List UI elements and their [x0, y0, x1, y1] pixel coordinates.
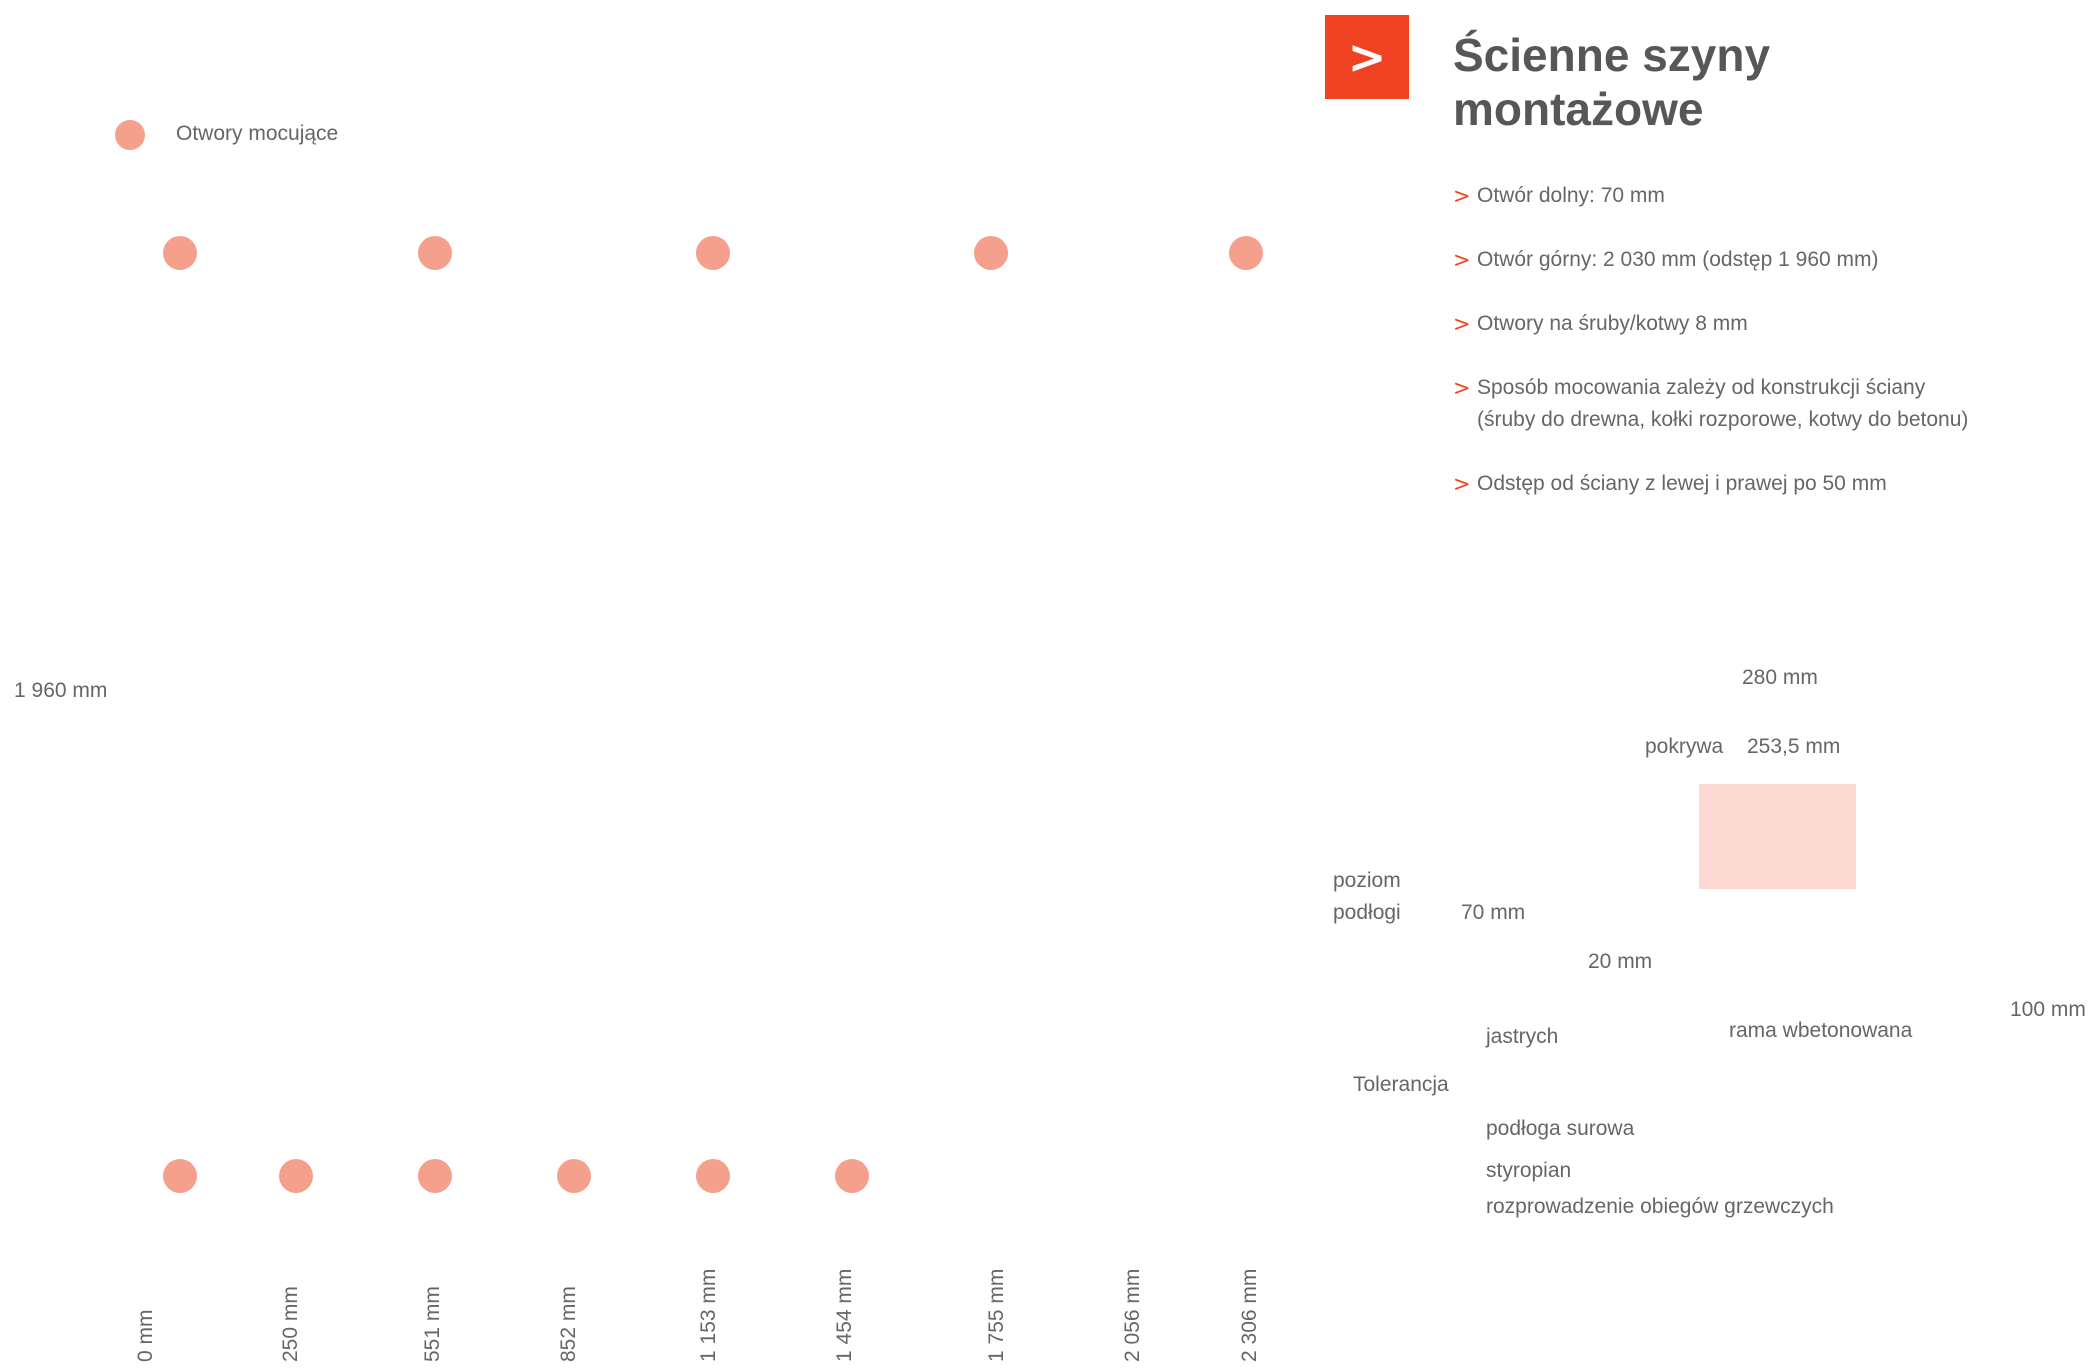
chevron-right-icon: >	[1453, 184, 1471, 208]
subfloor-label: podłoga surowa	[1486, 1117, 1635, 1140]
x-axis-label: 852 mm	[557, 1286, 580, 1362]
x-axis-label: 0 mm	[134, 1309, 157, 1362]
spec-item	[1453, 308, 2073, 340]
chevron-right-icon: >	[1325, 15, 1409, 99]
x-axis-label: 2 306 mm	[1238, 1268, 1261, 1362]
x-axis-label: 250 mm	[279, 1286, 302, 1362]
mounting-hole-bottom	[279, 1159, 313, 1193]
heating-label: rozprowadzenie obiegów grzewczych	[1486, 1195, 1834, 1218]
spec-text: Otwór górny: 2 030 mm (odstęp 1 960 mm)	[1477, 248, 1879, 271]
cover-shape	[1699, 784, 1856, 889]
chevron-right-icon: >	[1453, 312, 1471, 336]
spec-list	[1453, 180, 2073, 532]
spec-text: Otwór dolny: 70 mm	[1477, 184, 1665, 207]
frame-label: rama wbetonowana	[1729, 1019, 1913, 1042]
x-axis-label: 1 755 mm	[985, 1268, 1008, 1362]
chevron-right-icon: >	[1453, 248, 1471, 272]
styrofoam-label: styropian	[1486, 1159, 1572, 1182]
chevron-right-icon: >	[1453, 472, 1471, 496]
x-axis-label: 1 454 mm	[833, 1268, 856, 1362]
tolerance-label: Tolerancja	[1353, 1073, 1449, 1096]
floor-level-label: poziom	[1333, 869, 1401, 892]
spec-item	[1453, 468, 2073, 500]
x-axis-label: 2 056 mm	[1121, 1268, 1144, 1362]
spec-text: Sposób mocowania zależy od konstrukcji ściany	[1477, 376, 1926, 399]
chevron-right-icon: >	[1453, 376, 1471, 400]
screed-label: jastrych	[1486, 1025, 1559, 1048]
mounting-hole-top	[1229, 236, 1263, 270]
spec-text: Odstęp od ściany z lewej i prawej po 50 mm	[1477, 472, 1887, 495]
x-axis-label: 1 153 mm	[697, 1268, 720, 1362]
spec-item	[1453, 180, 2073, 212]
floor-level-label-line2: podłogi	[1333, 901, 1401, 924]
mounting-hole-top	[418, 236, 452, 270]
x-axis-label: 551 mm	[421, 1286, 444, 1362]
mounting-hole-bottom	[835, 1159, 869, 1193]
depth-label: 100 mm	[2010, 998, 2086, 1021]
mounting-hole-bottom	[418, 1159, 452, 1193]
mounting-hole-bottom	[163, 1159, 197, 1193]
mounting-hole-bottom	[557, 1159, 591, 1193]
mounting-hole-top	[696, 236, 730, 270]
gap-label: 20 mm	[1588, 950, 1653, 973]
mounting-hole-bottom	[696, 1159, 730, 1193]
spec-text: Otwory na śruby/kotwy 8 mm	[1477, 312, 1748, 335]
spec-item	[1453, 372, 2073, 436]
legend-label: Otwory mocujące	[176, 122, 339, 145]
legend-hole-icon	[115, 120, 145, 150]
width-label: 280 mm	[1742, 666, 1818, 689]
mounting-hole-top	[163, 236, 197, 270]
hole-height-label: 70 mm	[1461, 901, 1526, 924]
cover-width-label: 253,5 mm	[1747, 735, 1841, 758]
vertical-spacing-label: 1 960 mm	[14, 679, 108, 702]
mounting-hole-top	[974, 236, 1008, 270]
cover-label: pokrywa	[1645, 735, 1724, 758]
page-title: Ścienne szyny montażowe	[1453, 29, 1771, 135]
spec-item	[1453, 244, 2073, 276]
spec-text-continuation: (śruby do drewna, kołki rozporowe, kotwy do betonu)	[1477, 408, 1969, 431]
